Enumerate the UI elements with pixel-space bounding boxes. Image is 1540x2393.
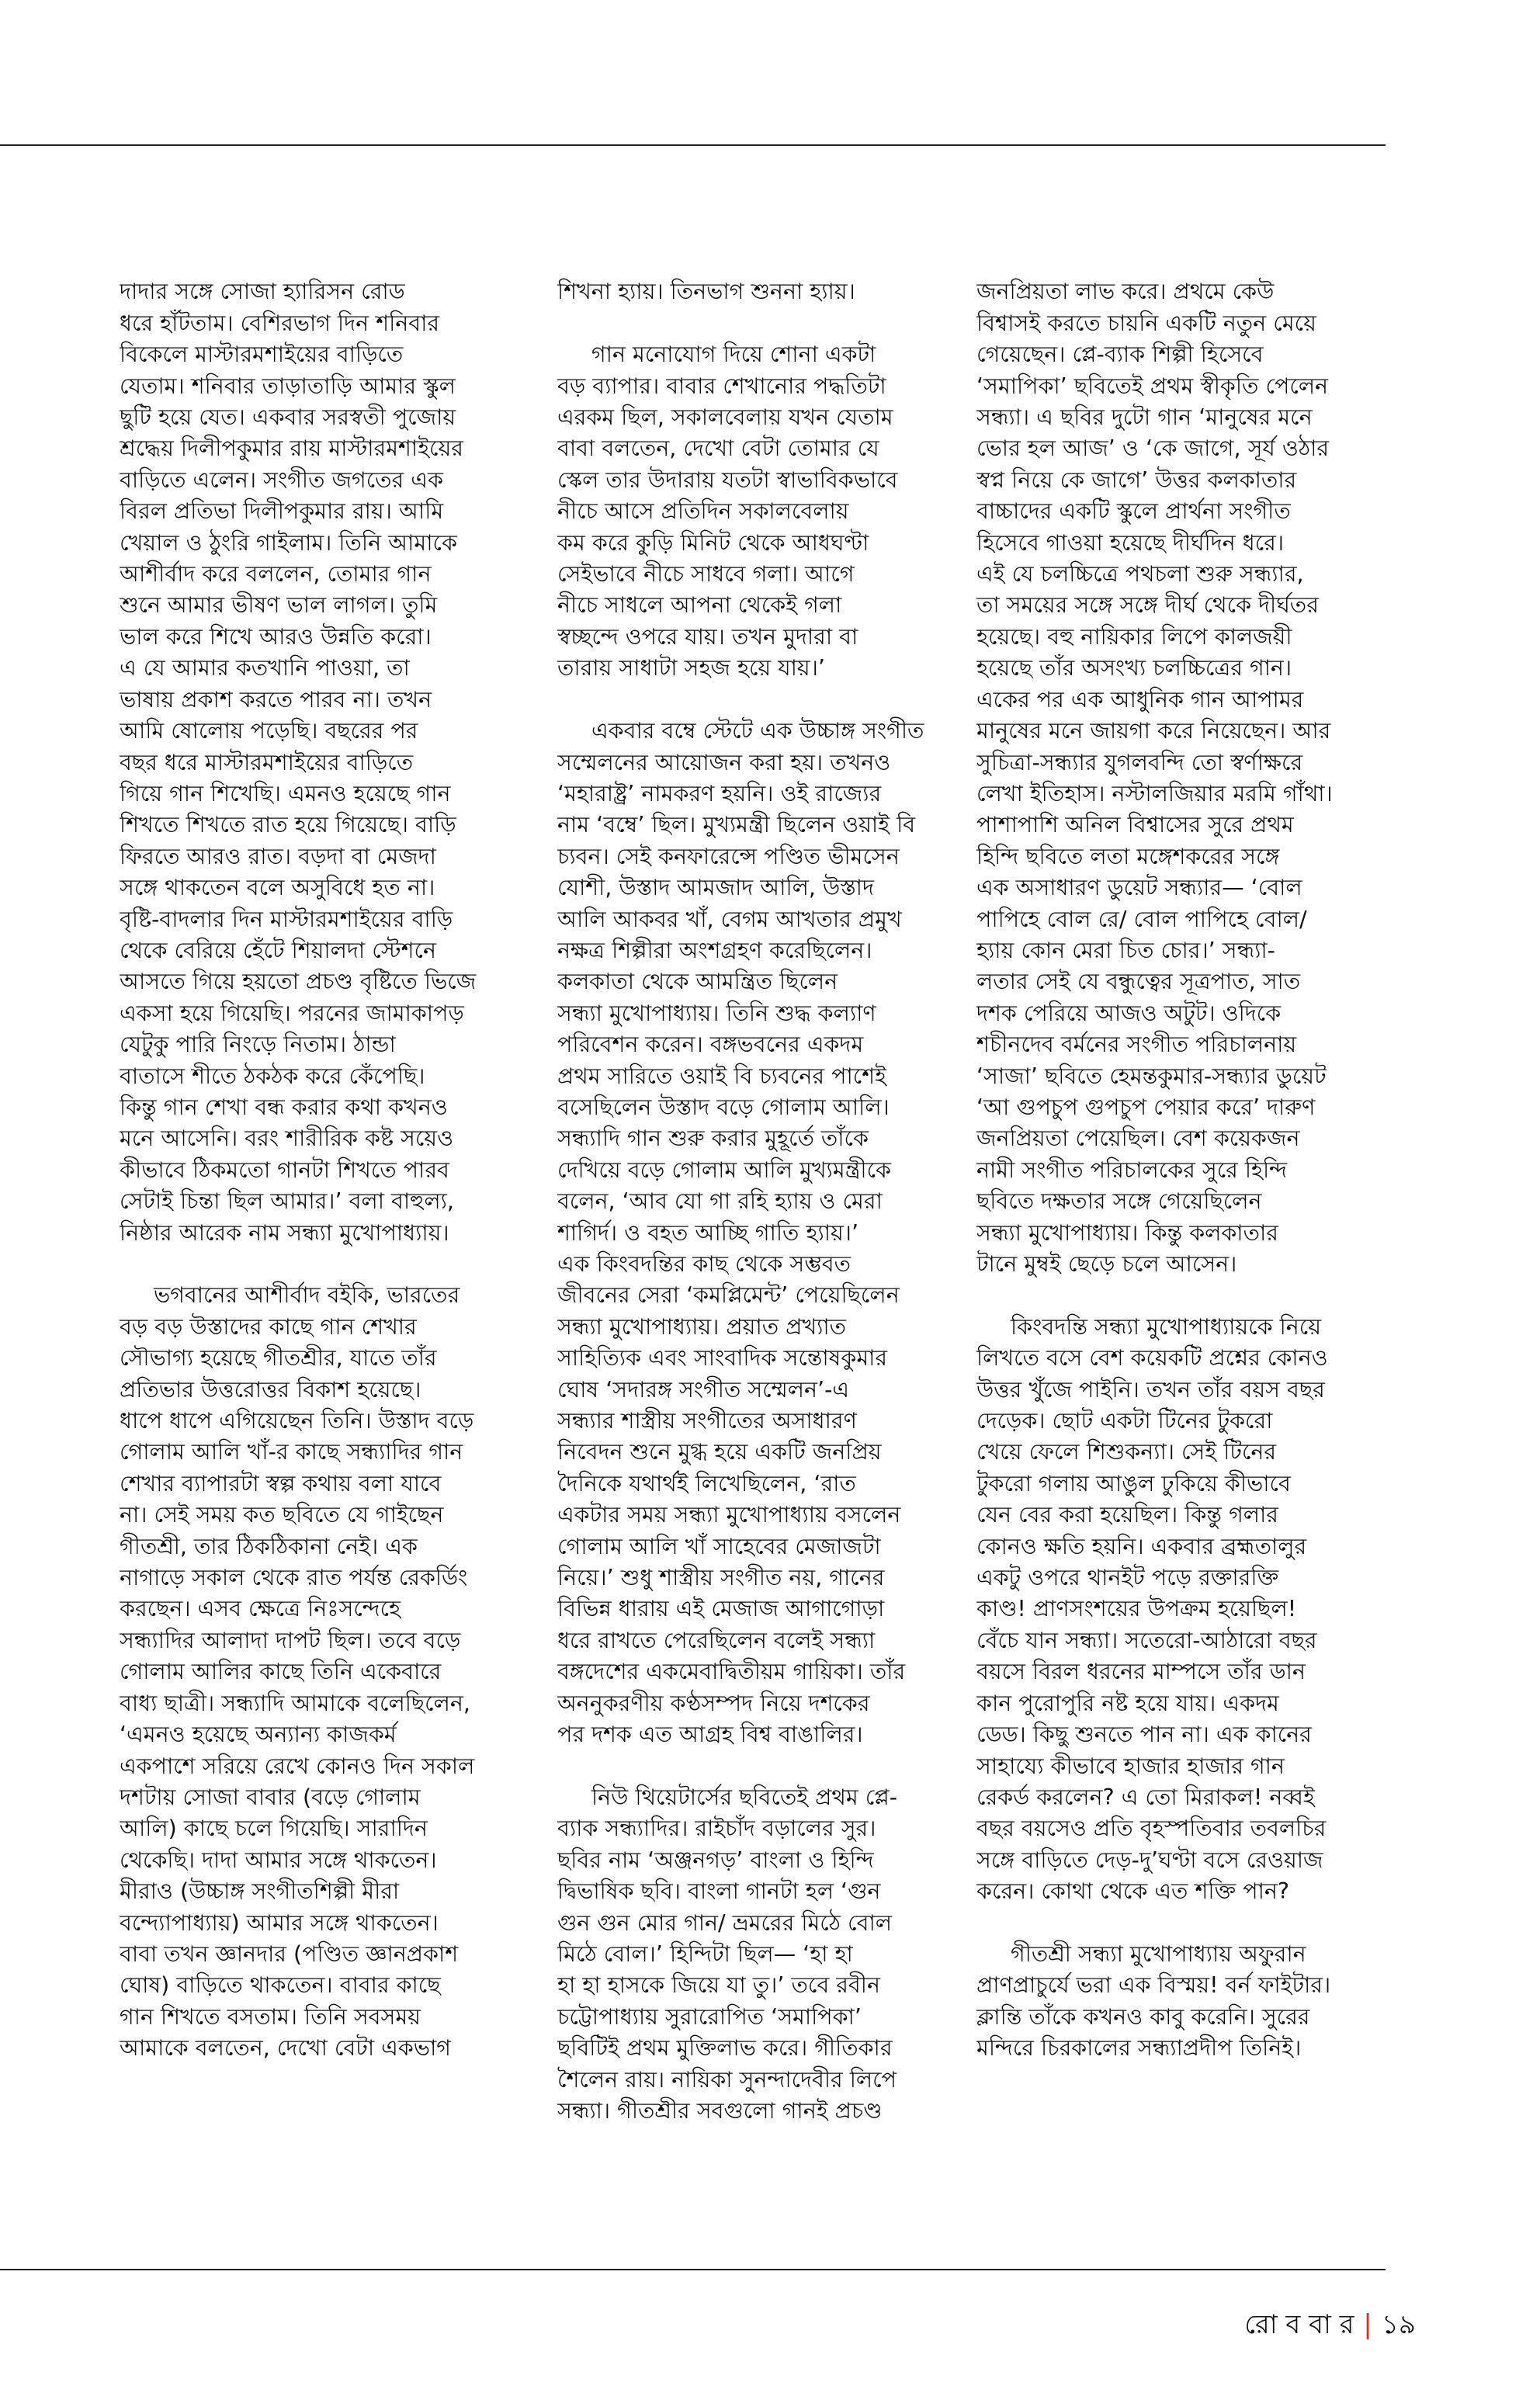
paragraph: গীতশ্রী সন্ধ্যা মুখোপাধ্যায় অফুরান প্রাণপ্রাচুর্যে ভরা এক বিস্ময়! বর্ন ফাইটার। ক্লান্তি তাঁকে কখনও কাবু করেনি। সুরের মন্দিরে চিরকালের সন্ধ্যাপ্রদীপ তিনিই। — [976, 1940, 1331, 2062]
paragraph: জনপ্রিয়তা লাভ করে। প্রথমে কেউ বিশ্বাসই করতে চায়নি একটি নতুন মেয়ে গেয়েছেন। প্লে-ব্যাক শিল্পী হিসেবে ‘সমাপিকা’ ছবিতেই প্রথম স্বীকৃতি পেলেন সন্ধ্যা। এ ছবির দুটো গান ‘মানুষের মনে ভোর হল আজ’ ও ‘কে জাগে, সূর্য ওঠার স্বপ্ন নিয়ে কে জাগে’ উত্তর কলকাতার বাচ্চাদের একটি স্কুলে প্রার্থনা সংগীত হিসেবে গাওয়া হয়েছে দীর্ঘদিন ধরে। এই যে চলচ্চিত্রে পথচলা শুরু সন্ধ্যার, তা সময়ের সঙ্গে সঙ্গে দীর্ঘ থেকে দীর্ঘতর হয়েছে। বহু নায়িকার লিপে কালজয়ী হয়েছে তাঁর অসংখ্য চলচ্চিত্রের গান। একের পর এক আধুনিক গান আপামর মানুষের মনে জায়গা করে নিয়েছেন। আর সুচিত্রা-সন্ধ্যার যুগলবন্দি তো স্বর্ণাক্ষরে লেখা ইতিহাস। নস্টালজিয়ার মরমি গাঁথা। পাশাপাশি অনিল বিশ্বাসের সুরে প্রথম হিন্দি ছবিতে লতা মঙ্গেশকরের সঙ্গে এক অসাধারণ ডুয়েট সন্ধ্যার— ‘বোল পাপিহে বোল রে/ বোল পাপিহে বোল/ হ্যায় কোন মেরা চিত চোর।’ সন্ধ্যা- লতার সেই যে বন্ধুত্বের সূত্রপাত, সাত দশক পেরিয়ে আজও অটুট। ওদিকে শচীনদেব বর্মনের সংগীত পরিচালনায় ‘সাজা’ ছবিতে হেমন্তকুমার-সন্ধ্যার ডুয়েট ‘আ গুপচুপ গুপচুপ পেয়ার করে’ দারুণ জনপ্রিয়তা পেয়েছিল। বেশ কয়েকজন নামী সংগীত পরিচালকের সুরে হিন্দি ছবিতে দক্ষতার সঙ্গে গেয়েছিলেন সন্ধ্যা মুখোপাধ্যায়। কিন্তু কলকাতার টানে মুম্বই ছেড়ে চলে আসেন। — [976, 279, 1333, 1277]
top-rule — [0, 144, 1386, 146]
paragraph: দাদার সঙ্গে সোজা হ্যারিসন রোড ধরে হাঁটতাম। বেশিরভাগ দিন শনিবার বিকেলে মাস্টারমশাইয়ের বাড়িতে যেতাম। শনিবার তাড়াতাড়ি আমার স্কুল ছুটি হয়ে যেত। একবার সরস্বতী পুজোয় শ্রদ্ধেয় দিলীপকুমার রায় মাস্টারমশাইয়ের বাড়িতে এলেন। সংগীত জগতের এক বিরল প্রতিভা দিলীপকুমার রায়। আমি খেয়াল ও ঠুংরি গাইলাম। তিনি আমাকে আশীর্বাদ করে বললেন, তোমার গান শুনে আমার ভীষণ ভাল লাগল। তুমি ভাল করে শিখে আরও উন্নতি করো। এ যে আমার কতখানি পাওয়া, তা ভাষায় প্রকাশ করতে পারব না। তখন আমি ষোলোয় পড়েছি। বছরের পর বছর ধরে মাস্টারমশাইয়ের বাড়িতে গিয়ে গান শিখেছি। এমনও হয়েছে গান শিখতে শিখতে রাত হয়ে গিয়েছে। বাড়ি ফিরতে আরও রাত। বড়দা বা মেজদা সঙ্গে থাকতেন বলে অসুবিধে হত না। বৃষ্টি-বাদলার দিন মাস্টারমশাইয়ের বাড়ি থেকে বেরিয়ে হেঁটে শিয়ালদা স্টেশনে আসতে গিয়ে হয়তো প্রচণ্ড বৃষ্টিতে ভিজে একসা হয়ে গিয়েছি। পরনের জামাকাপড় যেটুকু পারি নিংড়ে নিতাম। ঠান্ডা বাতাসে শীতে ঠকঠক করে কেঁপেছি। কিন্তু গান শেখা বন্ধ করার কথা কখনও মনে আসেনি। বরং শারীরিক কষ্ট সয়েও কীভাবে ঠিকমতো গানটা শিখতে পারব সেটাই চিন্তা ছিল আমার।’ বলা বাহুল্য, নিষ্ঠার আরেক নাম সন্ধ্যা মুখোপাধ্যায়। — [120, 279, 477, 1246]
paragraph: একবার বম্বে স্টেটে এক উচ্চাঙ্গ সংগীত সম্মেলনের আয়োজন করা হয়। তখনও ‘মহারাষ্ট্র’ নামকরণ হয়নি। ওই রাজ্যের নাম ‘বম্বে’ ছিল। মুখ্যমন্ত্রী ছিলেন ওয়াই বি চ্যবন। সেই কনফারেন্সে পণ্ডিত ভীমসেন যোশী, উস্তাদ আমজাদ আলি, উস্তাদ আলি আকবর খাঁ, বেগম আখতার প্রমুখ নক্ষত্র শিল্পীরা অংশগ্রহণ করেছিলেন। কলকাতা থেকে আমন্ত্রিত ছিলেন সন্ধ্যা মুখোপাধ্যায়। তিনি শুদ্ধ কল্যাণ পরিবেশন করেন। বঙ্গভবনের একদম প্রথম সারিতে ওয়াই বি চ্যবনের পাশেই বসেছিলেন উস্তাদ বড়ে গোলাম আলি। সন্ধ্যাদি গান শুরু করার মুহূর্তে তাঁকে দেখিয়ে বড়ে গোলাম আলি মুখ্যমন্ত্রীকে বলেন, ‘আব যো গা রহি হ্যায় ও মেরা শাগির্দ। ও বহত আচ্ছি গাতি হ্যায়।’ এক কিংবদন্তির কাছ থেকে সম্ভবত জীবনের সেরা ‘কমপ্লিমেন্ট’ পেয়েছিলেন সন্ধ্যা মুখোপাধ্যায়। প্রয়াত প্রখ্যাত সাহিত্যিক এবং সাংবাদিক সন্তোষকুমার ঘোষ ‘সদারঙ্গ সংগীত সম্মেলন’-এ সন্ধ্যার শাস্ত্রীয় সংগীতের অসাধারণ নিবেদন শুনে মুগ্ধ হয়ে একটি জনপ্রিয় দৈনিকে যথার্থই লিখেছিলেন, ‘রাত একটার সময় সন্ধ্যা মুখোপাধ্যায় বসলেন গোলাম আলি খাঁ সাহেবের মেজাজটা নিয়ে।’ শুধু শাস্ত্রীয় সংগীত নয়, গানের বিভিন্ন ধারায় এই মেজাজ আগাগোড়া ধরে রাখতে পেরেছিলেন বলেই সন্ধ্যা বঙ্গদেশের একমেবাদ্বিতীয়ম গায়িকা। তাঁর অননুকরণীয় কণ্ঠসম্পদ নিয়ে দশকের পর দশক এত আগ্রহ বিশ্ব বাঙালির। — [557, 718, 924, 1748]
page-footer — [1244, 2309, 1416, 2340]
paragraph: গান মনোযোগ দিয়ে শোনা একটা বড় ব্যাপার। বাবার শেখানোর পদ্ধতিটা এরকম ছিল, সকালবেলায় যখন যেতাম বাবা বলতেন, দেখো বেটা তোমার যে স্কেল তার উদারায় যতটা স্বাভাবিকভাবে নীচে আসে প্রতিদিন সকালবেলায় কম করে কুড়ি মিনিট থেকে আধঘণ্টা সেইভাবে নীচে সাধবে গলা। আগে নীচে সাধলে আপনা থেকেই গলা স্বচ্ছন্দে ওপরে যায়। তখন মুদারা বা তারায় সাধাটা সহজ হয়ে যায়।’ — [557, 342, 898, 681]
paragraph: নিউ থিয়েটার্সের ছবিতেই প্রথম প্লে- ব্যাক সন্ধ্যাদির। রাইচাঁদ বড়ালের সুর। ছবির নাম ‘অঞ্জনগড়’ বাংলা ও হিন্দি দ্বিভাষিক ছবি। বাংলা গানটা হল ‘গুন গুন গুন মোর গান/ ভ্রমরের মিঠে বোল মিঠে বোল।’ হিন্দিটা ছিল— ‘হা হা হা হা হাসকে জিয়ে যা তু।’ তবে রবীন চট্টোপাধ্যায় সুরারোপিত ‘সমাপিকা’ ছবিটিই প্রথম মুক্তিলাভ করে। গীতিকার শৈলেন রায়। নায়িকা সুনন্দাদেবীর লিপে সন্ধ্যা। গীতশ্রীর সবগুলো গানই প্রচণ্ড — [557, 1784, 898, 2124]
footer-separator: | — [1363, 2309, 1372, 2340]
paragraph: কিংবদন্তি সন্ধ্যা মুখোপাধ্যায়কে নিয়ে লিখতে বসে বেশ কয়েকটি প্রশ্নের কোনও উত্তর খুঁজে পাইনি। তখন তাঁর বয়স বছর দেড়েক। ছোট একটা টিনের টুকরো খেয়ে ফেলে শিশুকন্যা। সেই টিনের টুকরো গলায় আঙুল ঢুকিয়ে কীভাবে যেন বের করা হয়েছিল। কিন্তু গলার কোনও ক্ষতি হয়নি। একবার ব্রহ্মতালুর একটু ওপরে থানইট পড়ে রক্তারক্তি কাণ্ড! প্রাণসংশয়ের উপক্রম হয়েছিল! বেঁচে যান সন্ধ্যা। সতেরো-আঠারো বছর বয়সে বিরল ধরনের মাম্পসে তাঁর ডান কান পুরোপুরি নষ্ট হয়ে যায়। একদম ডেড। কিছু শুনতে পান না। এক কানের সাহায্যে কীভাবে হাজার হাজার গান রেকর্ড করলেন? এ তো মিরাকল! নব্বই বছর বয়সেও প্রতি বৃহস্পতিবার তবলচির সঙ্গে বাড়িতে দেড়-দু’ঘণ্টা বসে রেওয়াজ করেন। কোথা থেকে এত শক্তি পান? — [976, 1313, 1328, 1905]
paragraph: ভগবানের আশীর্বাদ বইকি, ভারতের বড় বড় উস্তাদের কাছে গান শেখার সৌভাগ্য হয়েছে গীতশ্রীর, যাতে তাঁর প্রতিভার উত্তরোত্তর বিকাশ হয়েছে। ধাপে ধাপে এগিয়েছেন তিনি। উস্তাদ বড়ে গোলাম আলি খাঁ-র কাছে সন্ধ্যাদির গান শেখার ব্যাপারটা স্বল্প কথায় বলা যাবে না। সেই সময় কত ছবিতে যে গাইছেন গীতশ্রী, তার ঠিকঠিকানা নেই। এক নাগাড়ে সকাল থেকে রাত পর্যন্ত রেকর্ডিং করছেন। এসব ক্ষেত্রে নিঃসন্দেহে সন্ধ্যাদির আলাদা দাপট ছিল। তবে বড়ে গোলাম আলির কাছে তিনি একেবারে বাধ্য ছাত্রী। সন্ধ্যাদি আমাকে বলেছিলেন, ‘এমনও হয়েছে অন্যান্য কাজকর্ম একপাশে সরিয়ে রেখে কোনও দিন সকাল দশটায় সোজা বাবার (বড়ে গোলাম আলি) কাছে চলে গিয়েছি। সারাদিন থেকেছি। দাদা আমার সঙ্গে থাকতেন। মীরাও (উচ্চাঙ্গ সংগীতশিল্পী মীরা বন্দ্যোপাধ্যায়) আমার সঙ্গে থাকতেন। বাবা তখন জ্ঞানদার (পণ্ডিত জ্ঞানপ্রকাশ ঘোষ) বাড়িতে থাকতেন। বাবার কাছে গান শিখতে বসতাম। তিনি সবসময় আমাকে বলতেন, দেখো বেটা একভাগ — [120, 1282, 475, 2062]
article-column-1 — [120, 245, 539, 2240]
article-column-2 — [557, 245, 976, 2240]
bottom-rule — [0, 2269, 1386, 2270]
article-column-3 — [976, 245, 1396, 2240]
paragraph: শিখনা হ্যায়। তিনভাগ শুননা হ্যায়। — [557, 279, 855, 305]
magazine-name: রো ব বা র — [1244, 2309, 1354, 2340]
page-number: ১৯ — [1381, 2309, 1416, 2340]
